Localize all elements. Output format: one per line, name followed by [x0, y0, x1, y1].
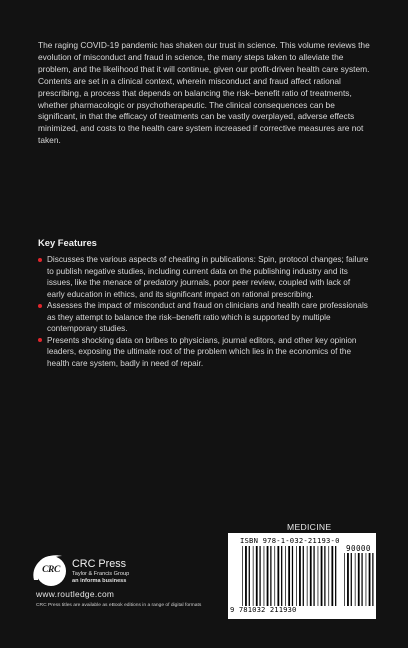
ean-digits: 9 781032 211930 — [230, 605, 297, 614]
crc-logo-text: CRC — [42, 565, 60, 575]
barcode-bar — [299, 546, 301, 606]
barcode-bar — [307, 546, 308, 606]
price-code: 90000 — [346, 544, 371, 553]
barcode-bar — [318, 546, 319, 606]
key-feature-item — [38, 254, 370, 300]
barcode-bar — [256, 546, 258, 606]
publisher-group: Taylor & Francis Group — [72, 571, 130, 577]
barcode-bar — [259, 546, 260, 606]
barcode-bar — [277, 546, 279, 606]
barcode-bar — [310, 546, 312, 606]
barcode-bar — [366, 553, 367, 606]
addon-barcode-icon — [344, 553, 374, 606]
barcode-bar — [253, 546, 254, 606]
isbn-label: ISBN 978-1-032-21193-0 — [240, 536, 340, 545]
ean-barcode-icon — [242, 546, 340, 606]
barcode-bar — [249, 546, 250, 606]
barcode-bar — [285, 546, 286, 606]
barcode-bar — [292, 546, 293, 606]
barcode-bar — [267, 546, 269, 606]
subject-category: MEDICINE — [287, 522, 332, 532]
key-features-heading: Key Features — [38, 237, 97, 248]
barcode-bar — [324, 546, 325, 606]
barcode-bar — [328, 546, 329, 606]
key-feature-item — [38, 335, 370, 370]
publisher-name: CRC Press — [72, 558, 126, 570]
barcode-bar — [242, 546, 243, 606]
barcode-bar — [347, 553, 349, 606]
barcode-bar — [281, 546, 282, 606]
red-bullet-icon — [38, 338, 42, 342]
barcode-bar — [358, 553, 360, 606]
red-bullet-icon — [38, 258, 42, 262]
barcode-bar — [313, 546, 314, 606]
barcode-bar — [361, 553, 362, 606]
barcode-bar — [331, 546, 333, 606]
red-bullet-icon — [38, 304, 42, 308]
barcode-bar — [369, 553, 371, 606]
barcode-bar — [270, 546, 271, 606]
key-feature-text: Presents shocking data on bribes to physicians, journal editors, and other key opinion leaders, exposing the ultimate root of the problem which lies in the economics of the health care system, badly in need of repair. — [47, 335, 357, 368]
key-features-list — [38, 254, 370, 369]
isbn-barcode — [228, 533, 376, 619]
barcode-bar — [288, 546, 290, 606]
key-feature-text: Assesses the impact of misconduct and fraud on clinicians and health care professionals as they attempt to balance the risk–benefit ratio which is supported by multiple contemporary studies. — [47, 301, 368, 333]
barcode-bar — [344, 553, 345, 606]
ebook-note: CRC Press titles are available as eBook editions in a range of digital formats — [36, 603, 202, 608]
book-description: The raging COVID-19 pandemic has shaken our trust in science. This volume reviews the evolution of misconduct and fraud in science, the many steps taken to alleviate the problem, and the likelihood that it will continue, given our profit-driven health care system. Contents are set in a clinical context, wherein misconduct and fraud affect rational prescribing, a process that depends on balancing the risk–benefit ratio of treatments, whether pharmacologic or psychotherapeutic. The clinical consequences can be significant, in that the efficacy of treatments can be vastly overplayed, adverse effects minimized, and costs to the health care system increased if corrective measures are not taken. — [38, 40, 370, 146]
barcode-bar — [303, 546, 304, 606]
barcode-bar — [264, 546, 265, 606]
barcode-bar — [245, 546, 247, 606]
barcode-bar — [321, 546, 323, 606]
publisher-website[interactable]: www.routledge.com — [36, 589, 115, 599]
barcode-bar — [274, 546, 275, 606]
barcode-bar — [296, 546, 297, 606]
crc-logo — [36, 556, 66, 586]
key-feature-item — [38, 300, 370, 335]
publisher-business: an informa business — [72, 578, 127, 584]
key-feature-text: Discusses the various aspects of cheating in publications: Spin, protocol changes; failure to publish negative studies, including current data on the publishing industry and its issues, like the menace of predatory journals, poor peer review, coupled with lack of early education in ethics, and its significant impact on rational prescribing. — [47, 255, 369, 299]
barcode-bar — [335, 546, 336, 606]
barcode-bar — [372, 553, 373, 606]
barcode-bar — [355, 553, 356, 606]
barcode-bar — [351, 553, 352, 606]
